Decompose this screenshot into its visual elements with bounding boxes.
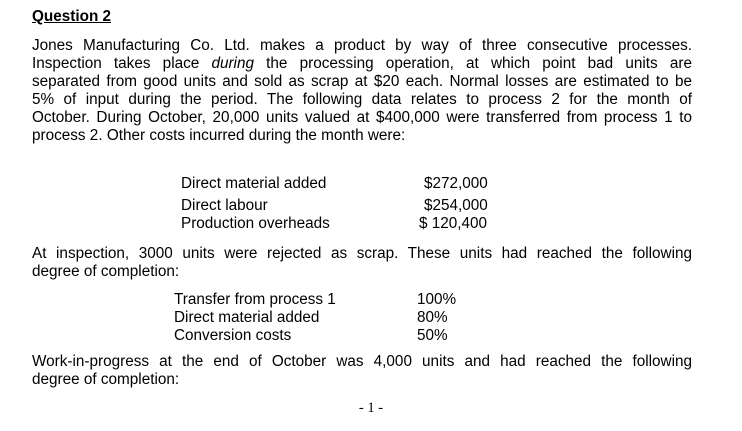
intro-paragraph — [32, 37, 692, 145]
wip-paragraph — [32, 353, 692, 389]
intro-line: Inspection takes place during the processing operation, at which point bad units are — [32, 55, 692, 72]
emphasis-text: during — [211, 55, 254, 72]
completion-label: Transfer from process 1 — [174, 291, 336, 308]
cost-label: Direct labour — [181, 197, 268, 214]
intro-line: process 2. Other costs incurred during the month were: — [32, 127, 406, 144]
intro-line: separated from good units and sold as scrap at $20 each. Normal losses are estimated to be — [32, 73, 692, 90]
wip-line: degree of completion: — [32, 371, 180, 388]
completion-label: Conversion costs — [174, 327, 292, 344]
wip-line: Work-in-progress at the end of October was 4,000 units and had reached the following — [32, 353, 692, 370]
intro-line: Jones Manufacturing Co. Ltd. makes a product by way of three consecutive processes. — [32, 37, 692, 54]
completion-value: 80% — [417, 309, 448, 326]
question-heading: Question 2 — [32, 8, 112, 25]
page-number: - 1 - — [358, 400, 384, 416]
cost-label: Direct material added — [181, 175, 327, 192]
intro-line: 5% of input during the period. The following data relates to process 2 for the month of — [32, 91, 692, 108]
completion-label: Direct material added — [174, 309, 320, 326]
intro-line: October. During October, 20,000 units valued at $400,000 were transferred from process 1 to — [32, 109, 692, 126]
cost-label: Production overheads — [181, 215, 330, 232]
cost-value: $254,000 — [424, 197, 488, 214]
completion-value: 100% — [417, 291, 457, 308]
inspection-paragraph — [32, 245, 692, 281]
completion-value: 50% — [417, 327, 448, 344]
cost-value: $272,000 — [424, 175, 488, 192]
inspection-line: degree of completion: — [32, 263, 180, 280]
inspection-line: At inspection, 3000 units were rejected as scrap. These units had reached the following — [32, 245, 692, 262]
cost-value: $ 120,400 — [419, 215, 488, 232]
